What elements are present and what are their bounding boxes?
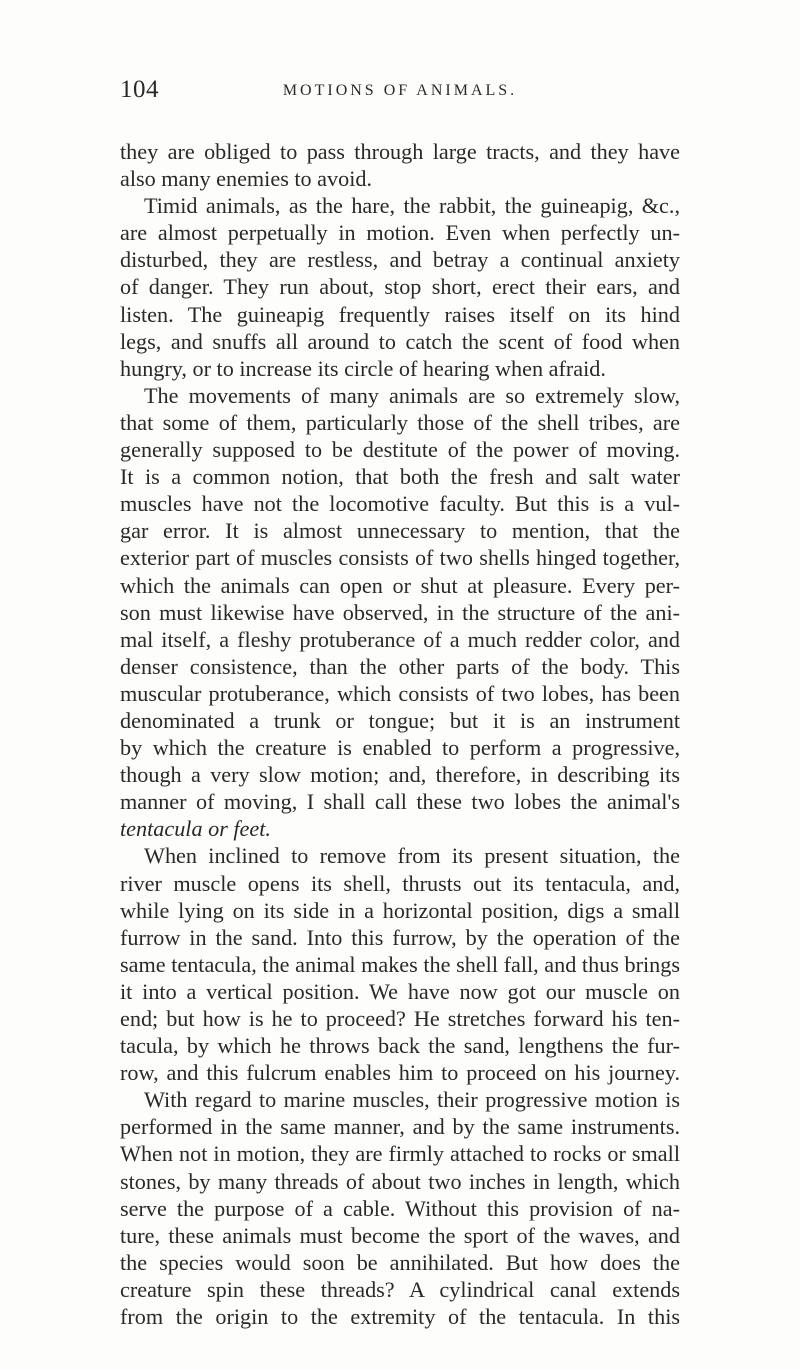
text-line: When inclined to remove from its present situation, the (144, 843, 680, 869)
text-line: row, and this fulcrum enables him to proceed on his journey. (120, 1060, 680, 1086)
text-line: furrow in the sand. Into this furrow, by the operation of the (120, 924, 680, 950)
running-head: MOTIONS OF ANIMALS. (282, 82, 518, 99)
text-line: legs, and snuffs all around to catch the scent of food when (120, 328, 680, 354)
text-line: muscular protuberance, which consists of two lobes, has been (120, 680, 680, 706)
text-line: are almost perpetually in motion. Even when perfectly un- (120, 220, 680, 246)
text-line: which the animals can open or shut at pleasure. Every per- (120, 572, 680, 598)
text-line: they are obliged to pass through large tracts, and they have (120, 139, 680, 164)
text-line: manner of moving, I shall call these two lobes the animal's (120, 789, 680, 815)
text-line: mal itself, a fleshy protuberance of a much redder color, and (120, 626, 680, 652)
text-line: creature spin these threads? A cylindrical canal extends (120, 1276, 680, 1302)
text-line: denominated a trunk or tongue; but it is an instrument (120, 707, 680, 733)
text-line: from the origin to the extremity of the tentacula. In this (120, 1304, 680, 1330)
text-line: river muscle opens its shell, thrusts out its tentacula, and, (120, 870, 680, 896)
text-line: ture, these animals must become the sport of the waves, and (120, 1222, 680, 1248)
text-line: also many enemies to avoid. (120, 166, 373, 192)
text-line: the species would soon be annihilated. But how does the (120, 1249, 680, 1275)
text-line: muscles have not the locomotive faculty. But this is a vul- (120, 491, 680, 517)
text-line: When not in motion, they are firmly attached to rocks or small (120, 1141, 680, 1167)
text-line: The movements of many animals are so extremely slow, (144, 382, 680, 408)
text-line: that some of them, particularly those of the shell tribes, are (120, 409, 680, 435)
page-number: 104 (120, 76, 159, 103)
text-line: tacula, by which he throws back the sand, lengthens the fur- (120, 1033, 680, 1059)
text-line: end; but how is he to proceed? He stretches forward his ten- (120, 1006, 680, 1031)
text-line: exterior part of muscles consists of two shells hinged together, (120, 545, 680, 571)
text-line: while lying on its side in a horizontal position, digs a small (120, 897, 680, 923)
text-line: tentacula or feet. (120, 816, 271, 842)
text-line: It is a common notion, that both the fresh and salt water (120, 464, 680, 490)
text-line: denser consistence, than the other parts of the body. This (120, 653, 680, 679)
text-line: With regard to marine muscles, their progressive motion is (144, 1087, 680, 1113)
book-page (120, 76, 680, 1330)
text-line: it into a vertical position. We have now got our muscle on (120, 978, 680, 1004)
text-line: gar error. It is almost unnecessary to mention, that the (120, 518, 680, 544)
text-line: serve the purpose of a cable. Without this provision of na- (120, 1195, 680, 1221)
text-line: listen. The guineapig frequently raises itself on its hind (120, 301, 680, 327)
text-line: son must likewise have observed, in the structure of the ani- (120, 599, 680, 625)
text-line: by which the creature is enabled to perform a progressive, (120, 735, 680, 761)
text-line: performed in the same manner, and by the same instruments. (120, 1114, 680, 1140)
text-line: Timid animals, as the hare, the rabbit, the guineapig, &c., (144, 193, 680, 219)
text-line: disturbed, they are restless, and betray a continual anxiety (120, 247, 680, 273)
text-line: generally supposed to be destitute of the power of moving. (120, 437, 680, 463)
page-header (120, 76, 680, 112)
text-line: stones, by many threads of about two inches in length, which (120, 1168, 680, 1194)
text-line: same tentacula, the animal makes the shell fall, and thus brings (120, 951, 680, 977)
text-line: of danger. They run about, stop short, erect their ears, and (120, 274, 680, 300)
text-line: hungry, or to increase its circle of hearing when afraid. (120, 355, 606, 381)
body-text (120, 138, 680, 1330)
text-line: though a very slow motion; and, therefore, in describing its (120, 762, 680, 788)
